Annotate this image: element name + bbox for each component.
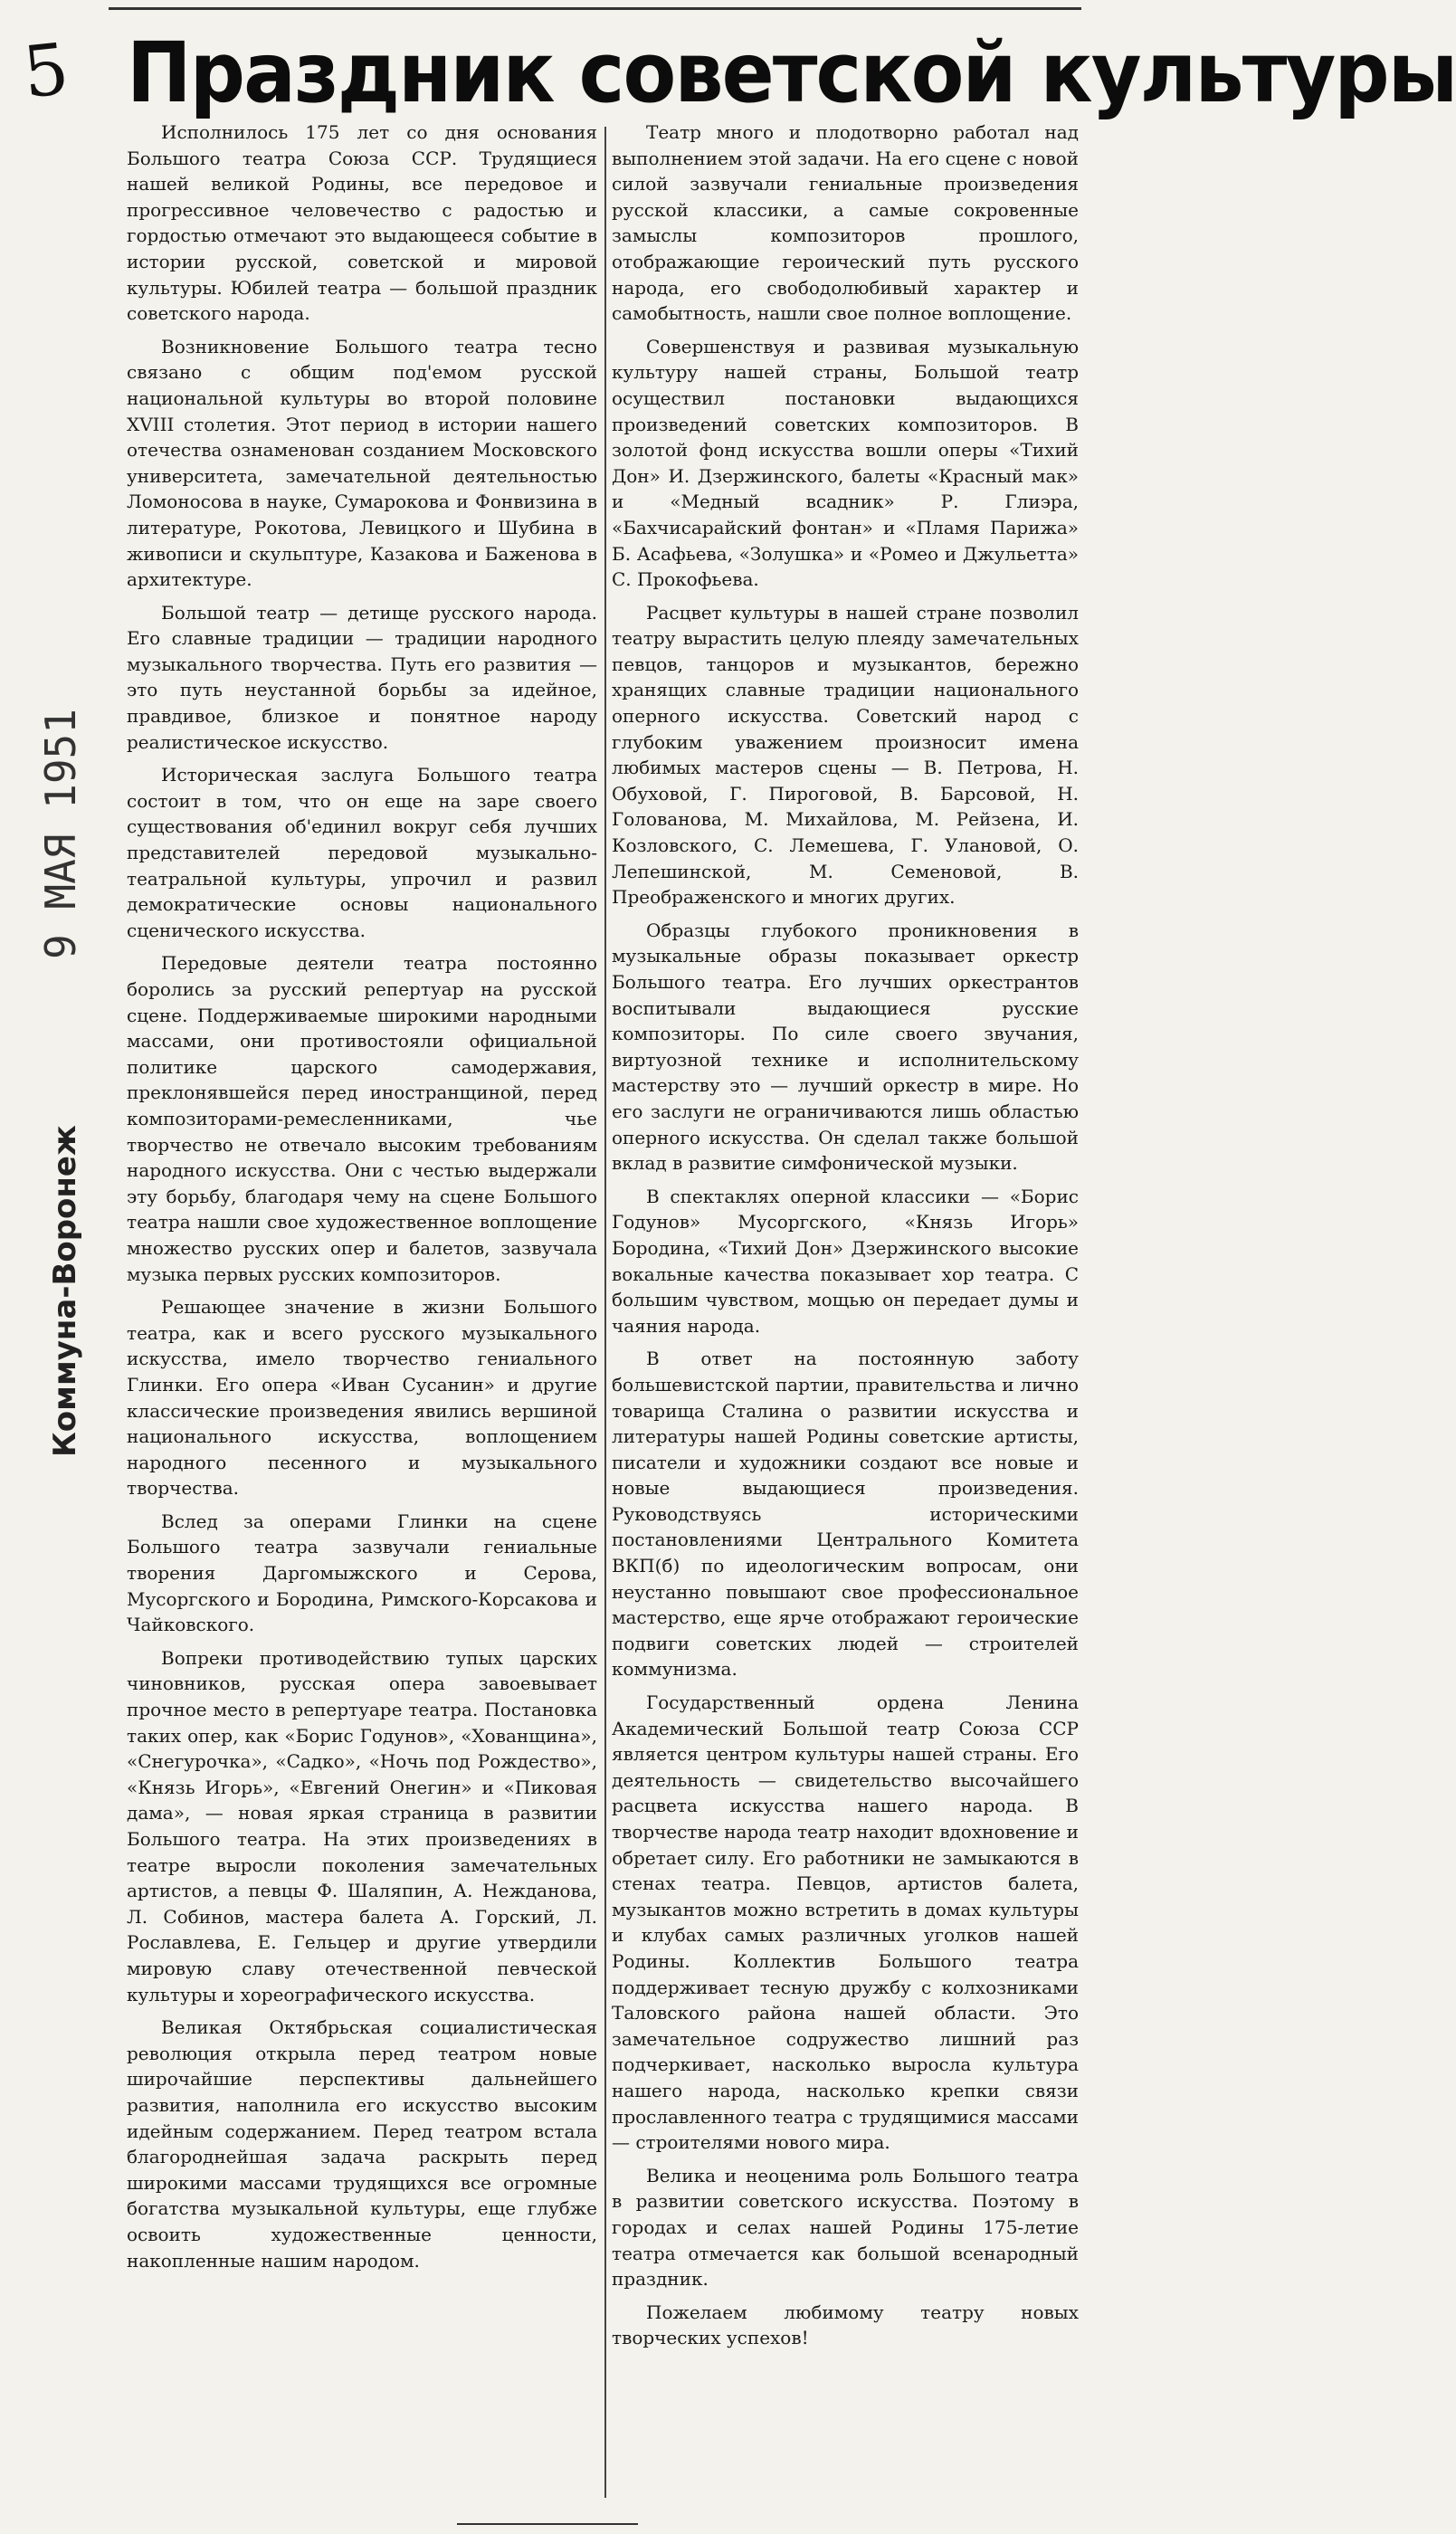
paragraph: Великая Октябрьская социалистическая революция открыла перед театром новые широчайшие перспективы дальнейшего развития, наполнила его искусство высоким идейным содержанием. Перед театром встала благороднейшая задача раскрыть перед широкими массами трудящихся все огромные богатства музыкальной культуры, еще глубже освоить художественные ценности, накопленные нашим народом. <box>127 2016 597 2272</box>
paragraph: Расцвет культуры в нашей стране позволил театру вырастить целую плеяду замечательных певцов, танцоров и музыкантов, бережно хранящих славные традиции национального оперного искусства. Советский народ с глубоким уважением произносит имена любимых мастеров сцены — В. Петрова, Н. Обуховой, Г. Пироговой, В. Барсовой, Н. Голованова, М. Михайлова, М. Рейзена, И. Козловского, С. Лемешева, Г. Улановой, О. Лепешинской, М. Семеновой, В. Преображенского и многих других. <box>612 601 1079 909</box>
paragraph: Пожелаем любимому театру новых творческих успехов! <box>612 2301 1079 2349</box>
paragraph: Большой театр — детище русского народа. Его славные традиции — традиции народного музыкального творчества. Путь его развития — это путь неустанной борьбы за идейное, правдивое, близкое и понятное народу реалистическое искусство. <box>127 601 597 753</box>
paragraph: Вслед за операми Глинки на сцене Большого театра зазвучали гениальные творения Даргомыжского и Серова, Мусоргского и Бородина, Римского-Корсакова и Чайковского. <box>127 1510 597 1636</box>
paragraph: Историческая заслуга Большого театра состоит в том, что он еще на заре своего существования об'единил вокруг себя лучших представителей передовой музыкально-театральной культуры, упрочил и развил демократические основы национального сценического искусства. <box>127 764 597 941</box>
paragraph: В спектаклях оперной классики — «Борис Годунов» Мусоргского, «Князь Игорь» Бородина, «Тихий Дон» Дзержинского высокие вокальные качества показывает хор театра. С большим чувством, мощью он передает думы и чаяния народа. <box>612 1185 1079 1337</box>
paragraph: Решающее значение в жизни Большого театра, как и всего русского музыкального искусства, имело творчество гениального Глинки. Его опера «Иван Сусанин» и другие классические произведения явились вершиной национального искусства, воплощением народного песенного и музыкального творчества. <box>127 1296 597 1500</box>
paragraph: Передовые деятели театра постоянно боролись за русский репертуар на русской сцене. Поддерживаемые широкими народными массами, они противостояли официальной политике царского самодержавия, преклонявшейся перед иностранщиной, перед композиторами-ремесленниками, чье творчество не отвечало высоким требованиям народного искусства. Они с честью выдержали эту борьбу, благодаря чему на сцене Большого театра нашли свое художественное воплощение множество русских опер и балетов, зазвучала музыка первых русских композиторов. <box>127 952 597 1285</box>
paragraph: Велика и неоценима роль Большого театра в развитии советского искусства. Поэтому в городах и селах нашей Родины 175-летие театра отмечается как большой всенародный праздник. <box>612 2164 1079 2291</box>
paragraph: Образцы глубокого проникновения в музыкальные образы показывает оркестр Большого театра. Его лучших оркестрантов воспитывали выдающиеся русские композиторы. По силе своего звучания, виртуозной технике и исполнительскому мастерству это — лучший оркестр в мире. Но его заслуги не ограничиваются лишь областью оперного искусства. Он сделал также большой вклад в развитие симфонической музыки. <box>612 919 1079 1175</box>
newspaper-name-stamp: Коммуна-Воронеж <box>47 1125 83 1457</box>
paragraph: Совершенствуя и развивая музыкальную культуру нашей страны, Большой театр осуществил постановки выдающихся произведений советских композиторов. В золотой фонд искусства вошли оперы «Тихий Дон» И. Дзержинского, балеты «Красный мак» и «Медный всадник» Р. Глиэра, «Бахчисарайский фонтан» и «Пламя Парижа» Б. Асафьева, «Золушка» и «Ромео и Джульетта» С. Прокофьева. <box>612 335 1079 591</box>
page-number: 5 <box>19 28 73 115</box>
date-stamp: 9 МАЯ 1951 <box>36 709 85 959</box>
bottom-rule <box>457 2523 638 2525</box>
paragraph: Государственный ордена Ленина Академический Большой театр Союза ССР является центром культуры нашей страны. Его деятельность — свидетельство высочайшего расцвета искусства нашего народа. В творчестве народа театр находит вдохновение и обретает силу. Его работники не замыкаются в стенах театра. Певцов, артистов балета, музыкантов можно встретить в домах культуры и клубах самых различных уголков нашей Родины. Коллектив Большого театра поддерживает тесную дружбу с колхозниками Таловского района нашей области. Это замечательное содружество лишний раз подчеркивает, насколько выросла культура нашего народа, насколько крепки связи прославленного театра с трудящимися массами — строителями нового мира. <box>612 1691 1079 2154</box>
paragraph: В ответ на постоянную заботу большевистской партии, правительства и лично товарища Сталина о развитии искусства и литературы нашей Родины советские артисты, писатели и художники создают все новые и новые выдающиеся произведения. Руководствуясь историческими постановлениями Центрального Комитета ВКП(б) по идеологическим вопросам, они неустанно повышают свое профессиональное мастерство, еще ярче отображают героические подвиги советских людей — строителей коммунизма. <box>612 1348 1079 1681</box>
headline: Праздник советской культуры <box>127 24 1456 121</box>
paragraph: Возникновение Большого театра тесно связано с общим под'емом русской национальной культуры во второй половине XVIII столетия. Этот период в истории нашего отечества ознаменован созданием Московского университета, замечательной деятельностью Ломоносова в науке, Сумарокова и Фонвизина в литературе, Рокотова, Левицкого и Шубина в живописи и скульптуре, Казакова и Баженова в архитектуре. <box>127 335 597 591</box>
paragraph: Исполнилось 175 лет со дня основания Большого театра Союза ССР. Трудящиеся нашей великой Родины, все передовое и прогрессивное человечество с радостью и гордостью отмечают это выдающееся событие в истории русской, советской и мировой культуры. Юбилей театра — большой праздник советского народа. <box>127 121 597 325</box>
article-column-left <box>127 119 597 2281</box>
article-column-right <box>612 119 1079 2358</box>
top-border-rule <box>109 7 1081 10</box>
paragraph: Театр много и плодотворно работал над выполнением этой задачи. На его сцене с новой силой зазвучали гениальные произведения русской классики, а самые сокровенные замыслы композиторов прошлого, отображающие героический путь русского народа, его свободолюбивый характер и самобытность, нашли свое полное воплощение. <box>612 121 1079 325</box>
paragraph: Вопреки противодействию тупых царских чиновников, русская опера завоевывает прочное место в репертуаре театра. Постановка таких опер, как «Борис Годунов», «Хованщина», «Снегурочка», «Садко», «Ночь под Рождество», «Князь Игорь», «Евгений Онегин» и «Пиковая дама», — новая яркая страница в развитии Большого театра. На этих произведениях в театре выросли поколения замечательных артистов, а певцы Ф. Шаляпин, А. Нежданова, Л. Собинов, мастера балета А. Горский, Л. Рославлева, Е. Гельцер и другие утвердили мировую славу отечественной певческой культуры и хореографического искусства. <box>127 1646 597 2005</box>
column-divider <box>604 127 606 2498</box>
